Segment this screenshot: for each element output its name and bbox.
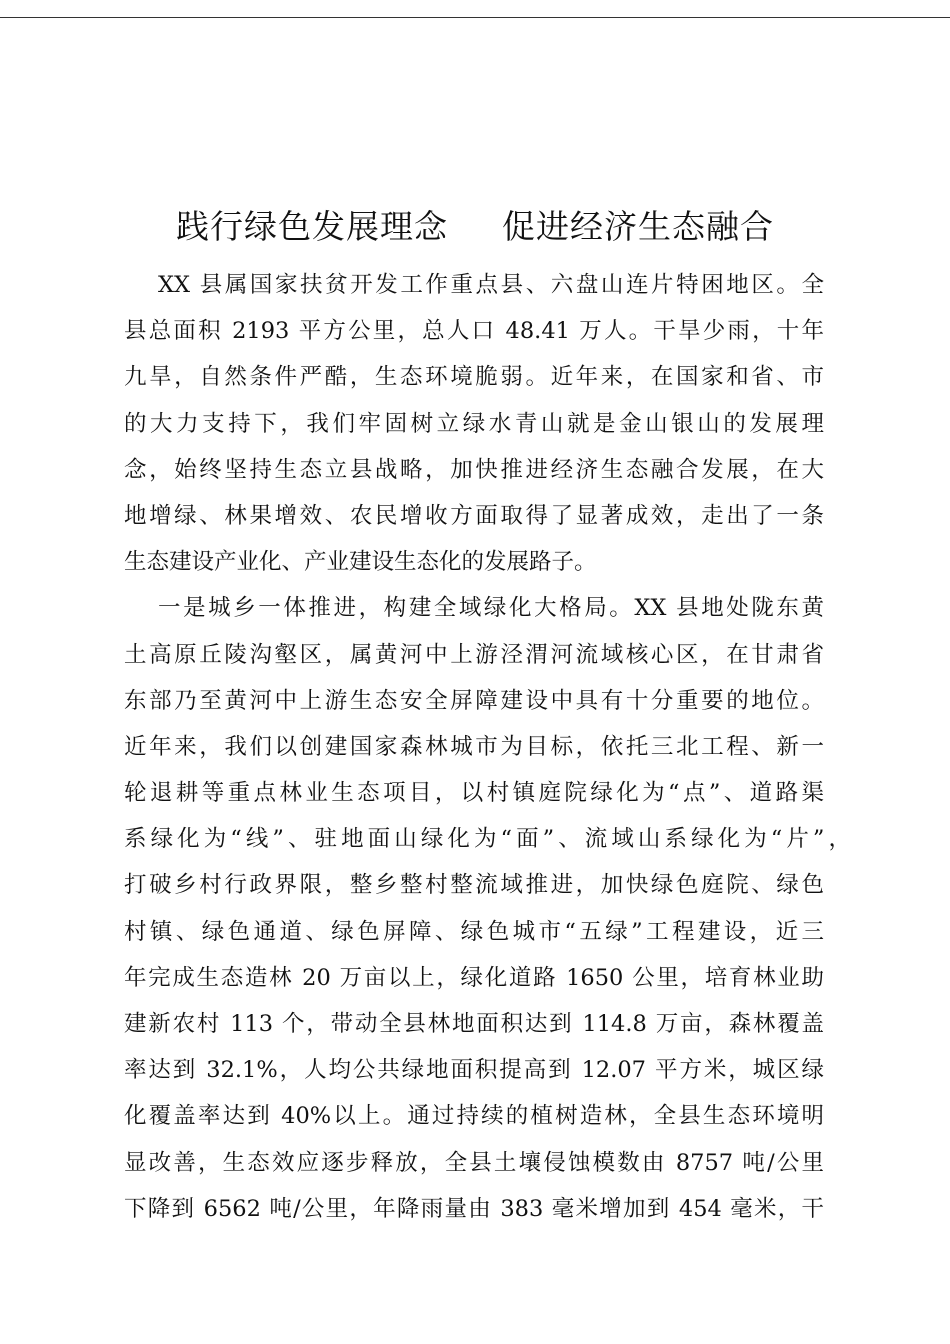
text-line: 东部乃至黄河中上游生态安全屏障建设中具有十分重要的地位。 <box>124 687 824 714</box>
text-line: 下降到 6562 吨/公里，年降雨量由 383 毫米增加到 454 毫米，干 <box>124 1195 824 1222</box>
text-line: 的大力支持下，我们牢固树立绿水青山就是金山银山的发展理 <box>124 410 824 437</box>
text-line: 建新农村 113 个，带动全县林地面积达到 114.8 万亩，森林覆盖 <box>124 1011 824 1037</box>
text-line: 念，始终坚持生态立县战略，加快推进经济生态融合发展，在大 <box>124 456 824 483</box>
document-title <box>0 204 950 250</box>
text-line: 县总面积 2193 平方公里，总人口 48.41 万人。干旱少雨，十年 <box>124 318 824 345</box>
text-line: 九旱，自然条件严酷，生态环境脆弱。近年来，在国家和省、市 <box>124 364 824 391</box>
text-line: 近年来，我们以创建国家森林城市为目标，依托三北工程、新一 <box>124 733 824 760</box>
title-part-2: 促进经济生态融合 <box>502 207 774 246</box>
text-line: 地增绿、林果增效、农民增收方面取得了显著成效，走出了一条 <box>124 502 824 529</box>
title-part-1: 践行绿色发展理念 <box>176 207 448 246</box>
text-line: 系绿化为“线”、驻地面山绿化为“面”、流域山系绿化为“片”， <box>124 826 851 853</box>
text-line: XX 县属国家扶贫开发工作重点县、六盘山连片特困地区。全 <box>158 272 824 298</box>
text-line: 率达到 32.1%，人均公共绿地面积提高到 12.07 平方米，城区绿 <box>124 1057 824 1084</box>
text-line: 村镇、绿色通道、绿色屏障、绿色城市“五绿”工程建设，近三 <box>124 918 824 945</box>
text-line: 轮退耕等重点林业生态项目，以村镇庭院绿化为“点”、道路渠 <box>124 780 824 807</box>
text-line: 打破乡村行政界限，整乡整村整流域推进，加快绿色庭院、绿色 <box>124 872 824 899</box>
text-line: 年完成生态造林 20 万亩以上，绿化道路 1650 公里，培育林业助 <box>124 964 824 991</box>
text-line: 生态建设产业化、产业建设生态化的发展路子。 <box>124 549 597 576</box>
paragraph-2 <box>124 585 851 1232</box>
header-rule <box>0 17 950 18</box>
paragraph-1 <box>124 262 824 585</box>
text-line: 显改善，生态效应逐步释放，全县土壤侵蚀模数由 8757 吨/公里 <box>124 1149 824 1176</box>
document-body <box>124 262 851 1232</box>
text-line: 化覆盖率达到 40%以上。通过持续的植树造林，全县生态环境明 <box>124 1103 824 1130</box>
text-line: 土高原丘陵沟壑区，属黄河中上游泾渭河流域核心区，在甘肃省 <box>124 641 824 668</box>
text-line: 一是城乡一体推进，构建全域绿化大格局。XX 县地处陇东黄 <box>158 595 824 622</box>
